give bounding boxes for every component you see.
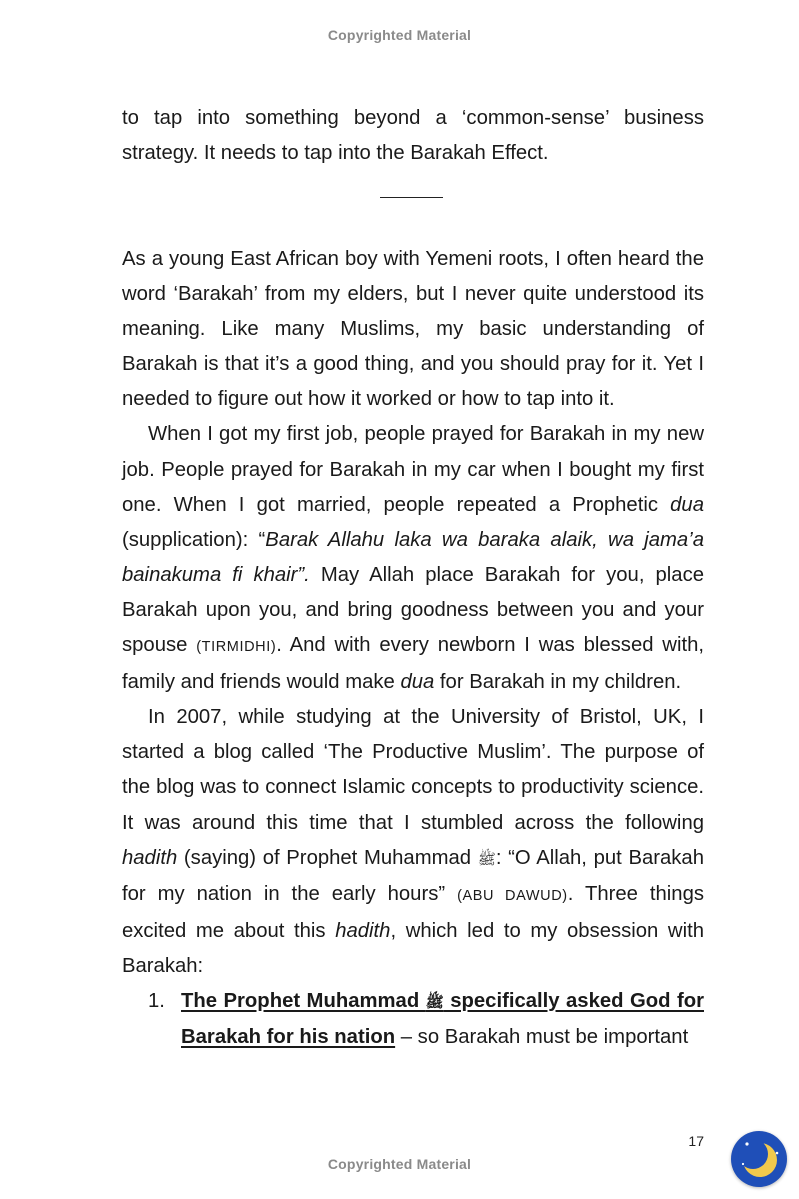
section-break-rule [380, 197, 443, 198]
dua-quote: Barak Allahu laka wa baraka alaik, wa jama’a bainakuma fi khair”. [122, 528, 704, 586]
list-item-rest: – so Barakah must be important [395, 1026, 689, 1049]
night-mode-button[interactable] [731, 1131, 787, 1187]
p3-text-b: (saying) of Prophet Muhammad [177, 846, 478, 869]
page-number: 17 [688, 1133, 704, 1149]
dua-term-2: dua [400, 671, 435, 694]
opening-paragraph [122, 101, 704, 171]
p3-text-a: In 2007, while studying at the University of Bristol, UK, I started a blog called ‘The Productive Muslim’. The purpose of the blog was to connect Islamic concepts to productivity science. It was around this time that I stumbled across the following [122, 706, 704, 834]
paragraph-1: As a young East African boy with Yemeni roots, I often heard the word ‘Barakah’ from my elders, but I never quite understood its meaning. Like many Muslims, my basic understanding of Barakah is that it’s a good thing, and you should pray for it. Yet I needed to figure out how it worked or how to tap into it. [122, 248, 704, 411]
p2-text-c: May Allah place Barakah for you, place Barakah upon you, and bring goodness between you and your spouse [122, 563, 704, 657]
opening-line: to tap into something beyond a ‘common-sense’ business strategy. It needs to tap into the Barakah Effect. [122, 107, 704, 165]
crescent-moon-icon [731, 1131, 787, 1187]
p2-text-b: (supplication): “ [122, 528, 266, 551]
copyright-watermark-top: Copyrighted Material [327, 27, 472, 43]
p2-text-e: for Barakah in my children. [434, 671, 682, 694]
hadith-term: hadith [122, 846, 178, 869]
pbuh-glyph-2: ﷺ [425, 993, 444, 1011]
dua-term: dua [670, 493, 704, 516]
p2-text-d: . And with every newborn I was blessed with, family and friends would make [122, 634, 704, 694]
list-item-1 [122, 984, 704, 1055]
p3-text-e: , which led to my obsession with Barakah: [122, 919, 704, 977]
pbuh-glyph: ﷺ [477, 850, 496, 868]
p3-text-d: . Three things excited me about this [122, 882, 704, 942]
p3-text-c: : “O Allah, put Barakah for my nation in the early hours” [122, 846, 704, 905]
emphasis-text-a: The Prophet Muhammad [181, 989, 426, 1012]
p2-text-a: When I got my first job, people prayed for Barakah in my new job. People prayed for Barakah in my car when I bought my first one. When I got married, people repeated a Prophetic [122, 423, 704, 516]
paragraph-3 [122, 700, 704, 984]
citation-tirmidhi: (TIRMIDHI) [196, 639, 277, 656]
hadith-term-2: hadith [335, 919, 391, 942]
paragraph-2 [122, 417, 704, 700]
emphasis-text-b: specifically asked God for Barakah for his nation [181, 989, 704, 1049]
citation-abu-dawud: (ABU DAWUD) [457, 887, 568, 904]
list-number: 1. [148, 989, 165, 1012]
body-text [122, 242, 704, 1055]
copyright-watermark-bottom: Copyrighted Material [327, 1156, 472, 1172]
